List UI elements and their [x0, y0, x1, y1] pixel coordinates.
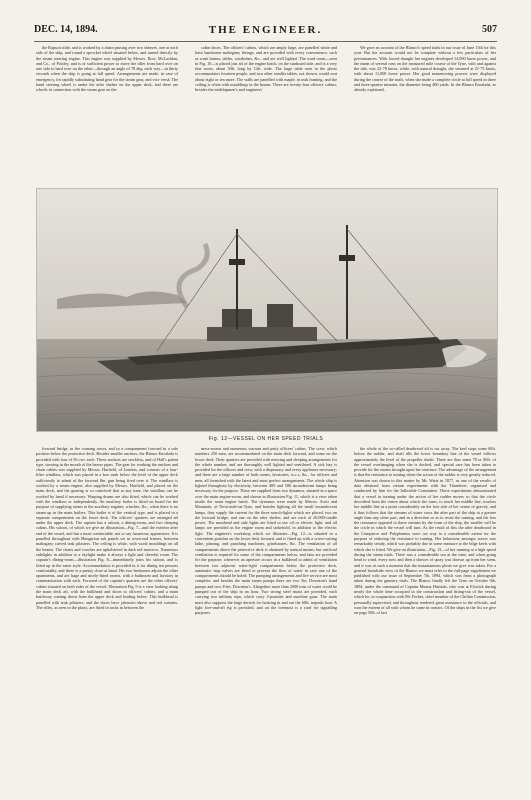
top-column-1 — [36, 45, 178, 183]
bottom-column-3 — [354, 446, 496, 788]
page-number: 507 — [482, 24, 497, 35]
top-column-1-text: the Rapson slide, and is worked by a chain passing over two sheaves, one at each side of the ship, and round a sprocket wheel situated below, and turned directly by the steam steering engine. This engine was supplied by Messrs. Bow, McLachlan, and Co., of Paisley, and is of sufficient power to move the tiller from hard over on one side to hard over on the other—through an angle of 78 deg. each way—in thirty seconds when the ship is going at full speed. Arrangements are made, in case of emergency, for rapidly substituting hand gear for the steam gear, and vice versâ. The hand steering wheel is under the after shelter on the upper deck, and there are wheels in connection with the steam gear on the — [36, 45, 178, 93]
figure-caption: Fig. 12—VESSEL ON HER SPEED TRIALS — [208, 436, 324, 442]
page-header — [34, 24, 497, 40]
top-column-3-text: We gave an account of the Blanco's speed trials in our issue of June 15th for this year. But the account would not be complete without a few particulars of her performances. With forced draught her engines developed 14,000 horse power, and the mean of several runs on the measured mile course of the Tyne, with and against the tide, was 22·78 knots, while, with natural draught, she steamed at 21·75 knots, with about 11,000 horse power. Her good manœuvring powers were displayed during the course of the trials, when she made a complete circle at full speed in three and three-quarter minutes, the diameter being 400 yards. In the Blanco Encalada, as already explained, — [354, 45, 496, 93]
bottom-column-2-text: mess-rooms and numerous warrant and petty officers' cabins. The crew, which numbers 250 men, are accommodated on the main deck forward, and some on the lower deck. Their quarters are provided with messing and sleeping arrangements for the whole number, and are thoroughly well lighted and ventilated. A sick bay is provided for the officers and crew, with a dispensary and every appliance necessary; and there are a large number of bath rooms, lavatories, w.c.s, &c., for officers and men, all furnished with the latest and most perfect arrangements. The whole ship is lighted throughout by electricity, between 400 and 500 incandescent lamps being necessary for the purpose. These are supplied from two dynamos, situated in a space over the main engine-room, and shown in illustration Fig. 11, which is a view taken inside the main engine hatch. The dynamos were made by Messrs. Scott and Mountain, of Newcastle-on-Tyne, and besides lighting all the small incandescent lamps, they supply the current for the three search-lights which are placed, two on the forward bridge, and one on the after shelter, and are each of 20,000-candle power. The masthead and side lights are fitted to use oil or electric light, and oil lamps are provided in the engine room and stokehold, in addition to the electric light. The engineer's workshop which we illustrate—Fig. 12—is situated in a convenient position on the lower deck forward, and is fitted up with a screw-cutting lathe, planing, and punching machines, grindstones, &c. The ventilation of all compartments above the protective deck is obtained by natural means; but artificial ventilation is required for some of the compartments below, and fans are provided for the purpose; wherever an aperture occurs in a bulkhead to admit of ventilation between two adjacent water-tight compartments below the protective deck, automatic stop valves are fitted to prevent the flow of water in case one of the compartments should be holed. The pumping arrangements and fire service are most complete, and besides the main steam pumps there are two 5in. Downton's hand pumps and two 3½in. Downton's. Altogether more than 2000 tons of water could be pumped out of the ship in an hour. Two strong steel masts are provided, each carrying two military tops, which carry 3-pounder and machine guns. The main mast also supports the large derrick for hoisting in and out the 60ft. torpedo boat. A light fore-and-aft rig is provided, and on the foremast is a yard for signalling purposes. — [195, 446, 337, 616]
top-column-2 — [195, 45, 337, 183]
top-column-3 — [354, 45, 496, 183]
journal-title: THE ENGINEER. — [208, 24, 323, 36]
bottom-column-3-text: the whole of the so-called deadwood aft is cut away. The keel stops some 60ft. before the rudder, and shaft tills the lower boundary line of the vessel follows approximately the level of the propeller shafts. There are thus some 70 or 80ft. of the vessel overhanging when she is docked, and special care has been taken to provide for the strains brought upon her structure. The advantage of the arrangement is that the resistance to turning when the action of the rudder is very greatly reduced. Attention was drawn to this matter by Mr. Watts in 1877, as one of the results of data obtained from certain experiments with the Thunderer, organised and conducted by him for the Inflexible Committee. These experiments demonstrated that a vessel in turning under the action of her rudder moves so that the circle described from the centre about which she turns, to touch her middle line, touches her middle line at a point considerably on the fore side of her centre of gravity, and it thus follows that the streams of water cross the after part of the ship at a greater angle than any other part, and in a direction so as to resist the turning, and the less the resistance opposed to these streams by the form of the ship, the smaller will be the circle in which the vessel will turn. As the result of this the after deadwood in the Conqueror and Polyphemus were cut way to a considerable extent for the purpose of reducing the resistance to turning. Her behaviour amongst waves was remarkably steady, which was probably due in some measure to the bilge keels with which she is fitted. We give an illustration—Fig. 13—of her running at a high speed during the steam trials. There was a considerable sea at the time, and when going head to wind, every now and then a shower of spray was thrown up from her stem, and it was at such a moment that the instantaneous photo we give was taken. For a general broadside view of the Blanco we must refer to the full-page supplement we published with our issue of September 7th, 1894, which was from a photograph taken during the gunnery trials. The Blanco finally left the Tyne on October 9th, 1894, under the command of Captain Munoz Hurtado, who was at Elswick during nearly the whole time occupied in the construction and fitting-out of the vessel, which he, in conjunction with Mr. Forbes, chief member of the Chilian Commission, personally supervised, and throughout rendered great assistance to the officials, and won the esteem of all with whom he came in contact. Of the ships in the list we give on page 506, of last — [354, 446, 496, 616]
issue-date: DEC. 14, 1894. — [34, 24, 98, 35]
header-rule — [34, 41, 497, 42]
bottom-column-1-text: forward bridge, in the conning tower, and in a compartment forward in a safe position below the protective deck. Besides smaller anchors, the Blanco Encalada is provided with four of 56 cwt. each. These anchors are stockless, and of Hall's patent type, stowing in the mouth of the hawse pipes. The gear for working the anchors and chain cables was supplied by Messrs. Harfield, of London, and consists of a four-lifter windlass, which was placed in a box sunk below the level of the upper deck sufficiently to admit of the forward 8in. gun being fired over it. The windlass is worked by a steam engine, also supplied by Messrs. Harfield, and placed on the main deck, and the gearing is so contrived that at any time, the windlass can be worked by hand if necessary. Warping drums are also fitted, which can be worked with the windlass or independently. An auxiliary boiler is fitted on board for the purpose of supplying steam to the auxiliary engines, winches, &c., when there is no steam up in the main boilers. This boiler is of the vertical type, and is placed in a separate compartment on the lower deck. The officers' quarters are arranged aft under the upper deck. The captain has a saloon, a dining-room, and two sleeping cabins. His saloon, of which we give an illustration—Fig. 7—and the exterior after end of the vessel, and has a most comfortable, not to say luxurious, appearance. It is panelled throughout with Hungarian ash panels set in rosewood frames, between mahogany carved teak pilasters. The ceiling is white, with wood mouldings on all the beams. The chairs and couches are upholstered in dark red morocco. Numerous sidelights in addition to a skylight make it always a light and cheerful room. The captain's dining-room—illustration Fig. 8—immediately joins his saloon, and is fitted up in the same style. Accommodation is provided in it for dining ten persons comfortably, and there is a pantry close at hand. His two bedrooms adjoin the other apartments, and are large and nicely-fitted rooms, with a bathroom and lavatory in communication with each. Forward of the captain's quarters are the other officers' cabins situated on both sides of the vessel. Illustration Fig. 9 is a view looking along the main deck aft, with the bulkhead and doors to officers' cabins, and a main hatchway coming down from the upper deck and leading below. This bulkhead is panelled with teak pilasters, and the doors have jalousies above and rod curtains. The rifles, as seen in the photo, are fitted in racks in between the — [36, 446, 178, 610]
warship-illustration — [37, 189, 497, 431]
top-column-2-text: cabin doors. The officers' cabins, which are amply large, are panelled white and have handsome mahogany fittings, and are provided with every convenience, such as wash basins, tables, wardrobes, &c., and are well lighted. The ward room—seen in Fig. 10—is placed just aft of the engine hatch, on the starboard side, and is a very fine room, about 30ft. long by 14ft. wide. The large table seen in the photo accommodates fourteen people, and two other smaller tables, not shown, would seat about eight or ten more. The walls are panelled with maple, in teak framing, and the ceiling is white with mouldings in the beams. There are twenty-four officers' cabins, besides the midshipmen's and engineers' — [195, 45, 337, 93]
ship-photograph — [36, 188, 498, 432]
bottom-column-2 — [195, 446, 337, 788]
bottom-column-1 — [36, 446, 178, 788]
